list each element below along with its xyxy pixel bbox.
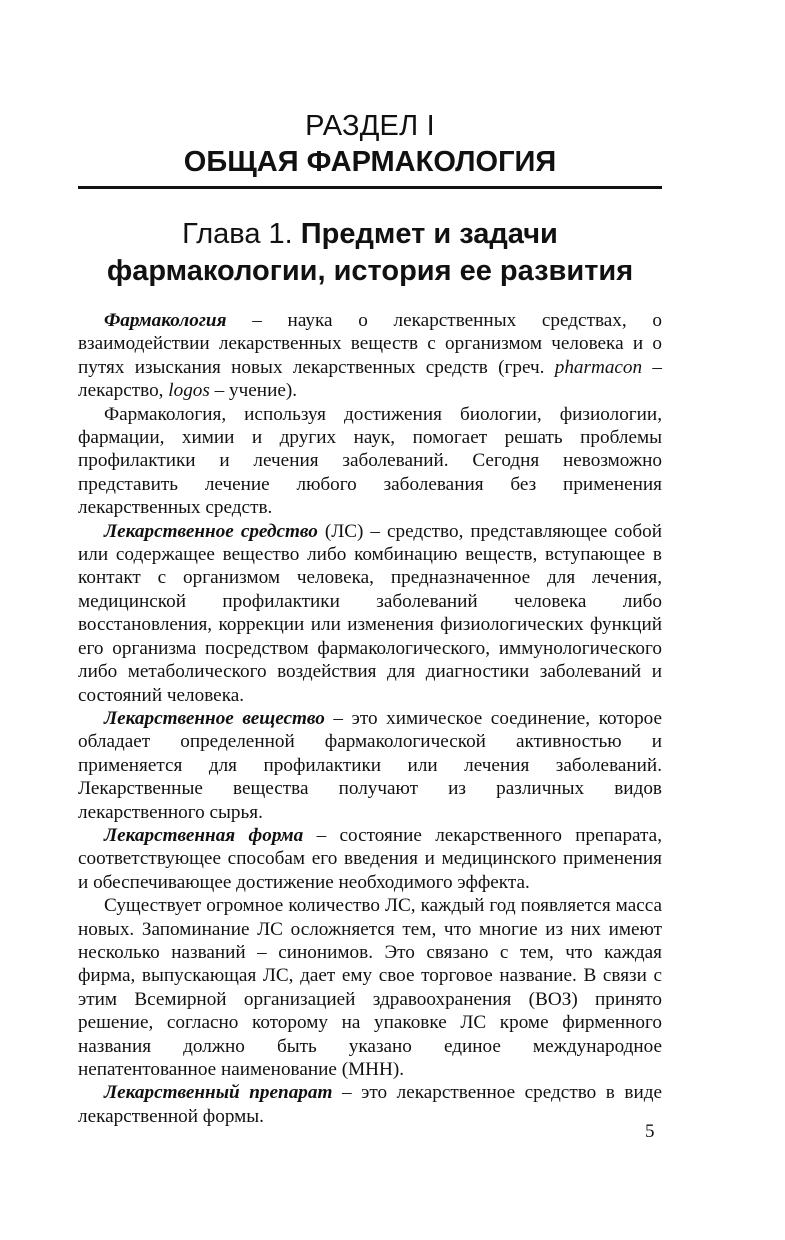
paragraph-text: – это химическое соединение, которое обладает определенной фармакологической активностью и применяется для профилактики или лечения заболеваний. Лекарственные вещества получают из различных видов лекарственного сырья. <box>78 707 663 823</box>
section-divider <box>78 186 662 189</box>
term-drug-substance: Лекарственное вещество <box>104 707 325 729</box>
paragraph-drug-product <box>78 520 662 707</box>
paragraph-text: – состояние лекарственного препарата, соответствующее способам его введения и медицинского применения и обеспечивающее достижение необходимого эффекта. <box>78 824 662 893</box>
chapter-heading <box>78 216 662 290</box>
paragraph-text: (ЛС) – средство, представляющее собой или содержащее вещество либо комбинацию веществ, вступающее в контакт с организмом человека, предназначенное для лечения, медицинской профилактики заболеваний человека либо восстановления, коррекции или изменения физиологических функций его организма посредством фармакологического, иммунологического либо метаболического воздействия для диагностики заболеваний и состояний человека. <box>78 520 662 706</box>
paragraph-dosage-form <box>78 824 662 894</box>
paragraph-text: Существует огромное количество ЛС, каждый год появляется масса новых. Запоминание ЛС осложняется тем, что многие из них имеют несколько названий – синонимов. Это связано с тем, что каждая фирма, выпускающая ЛС, дает ему свое торговое название. В связи с этим Всемирной организацией здравоохранения (ВОЗ) принято решение, согласно которому на упаковке ЛС кроме фирменного названия должно быть указано единое международное непатентованное наименование (МНН). <box>78 895 662 1080</box>
body-text <box>78 309 662 1128</box>
paragraph-drug-substance <box>78 707 662 824</box>
book-page <box>78 108 662 1128</box>
term-pharmacon: pharmacon <box>554 356 643 378</box>
chapter-number: Глава 1. <box>182 218 293 250</box>
page-number: 5 <box>645 1121 655 1142</box>
paragraph-text: – это лекарственное средство в виде лекарственной формы. <box>78 1082 663 1127</box>
section-header <box>78 108 662 180</box>
paragraph-text: – наука о лекарственных средствах, о взаимодействии лекарственных веществ с организмом человека и о путях изыскания новых лекарственных средств (греч. <box>78 310 662 378</box>
paragraph-text: – учение). <box>209 380 298 402</box>
paragraph-text: – лекарство, <box>78 356 662 402</box>
term-medicinal-preparation: Лекарственный препарат <box>104 1082 333 1104</box>
paragraph-naming <box>78 894 662 1081</box>
term-pharmacology: Фармакология <box>104 310 227 331</box>
section-title: ОБЩАЯ ФАРМАКОЛОГИЯ <box>183 146 557 178</box>
paragraph-pharmacology <box>78 309 662 403</box>
paragraph-text: Фармакология, используя достижения биологии, физиологии, фармации, химии и других наук, помогает решать проблемы профилактики и лечения заболеваний. Сегодня невозможно представить лечение любого заболевания без применения лекарственных средств. <box>78 403 662 519</box>
term-drug-product: Лекарственное средство <box>104 520 318 542</box>
section-label: РАЗДЕЛ I <box>305 110 435 142</box>
chapter-title: Предмет и задачи фармакологии, история ее развития <box>106 218 634 287</box>
term-logos: logos <box>168 380 210 402</box>
paragraph-medicinal-preparation <box>78 1081 662 1128</box>
term-dosage-form: Лекарственная форма <box>104 824 304 846</box>
paragraph-intro <box>78 403 662 520</box>
